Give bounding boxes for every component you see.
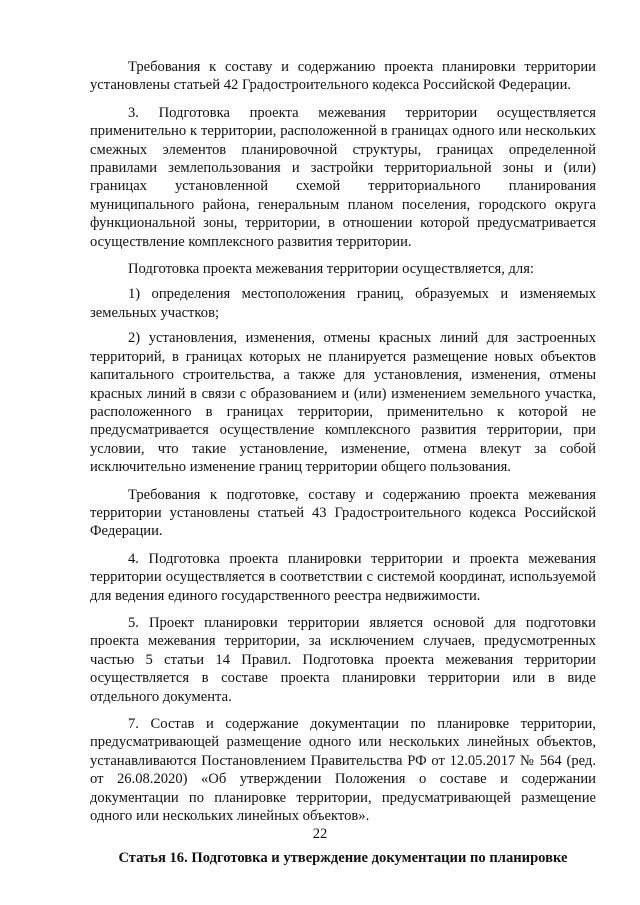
paragraph-item-7: 7. Состав и содержание документации по планировке территории, предусматривающей размещение одного или нескольких линейных объектов, устанавливаются Постановлением Правительства РФ от 12.05.2017 № 564 (ред. от 26.08.2020) «Об утверждении Положения о составе и содержании документации по планировке территории, предусматривающей размещение одного или нескольких линейных объектов». [90,716,596,825]
paragraph-purposes-intro: Подготовка проекта межевания территории осуществляется, для: [128,261,534,278]
paragraph-purpose-2: 2) установления, изменения, отмены красных линий для застроенных территорий, в границах которых не планируется размещение новых объектов капитального строительства, а также для установления, изменения, отмены красных линий в связи с образованием и (или) изменением земельного участка, расположенного в границах территории, применительно к которой не предусматривается осуществление комплексного развития территории, при условии, что такие установление, изменение, отмена влекут за собой исключительно изменение границ территории общего пользования. [90,330,596,476]
paragraph-item-3: 3. Подготовка проекта межевания территории осуществляется применительно к территории, расположенной в границах одного или нескольких смежных элементов планировочной структуры, границах определенной правилами землепользования и застройки территориальной зоны и (или) границах установленной схемой территориального планирования муниципального района, генеральным планом поселения, городского округа функциональной зоны, территории, в отношении которой предусматривается осуществление комплексного развития территории. [90,104,596,250]
paragraph-purpose-1: 1) определения местоположения границ, образуемых и изменяемых земельных участков; [90,286,596,321]
paragraph-requirements-42: Требования к составу и содержанию проекта планировки территории установлены статьей 42 Градостроительного кодекса Российской Федерации. [90,59,596,94]
paragraph-item-4: 4. Подготовка проекта планировки территории и проекта межевания территории осуществляется в соответствии с системой координат, используемой для ведения единого государственного реестра недвижимости. [90,550,596,604]
article-heading: Статья 16. Подготовка и утверждение документации по планировке [118,850,568,867]
paragraph-item-5: 5. Проект планировки территории является основой для подготовки проекта межевания территории, за исключением случаев, предусмотренных частью 5 статьи 14 Правил. Подготовка проекта межевания территории осуществляется в составе проекта планировки территории или в виде отдельного документа. [90,614,596,705]
paragraph-requirements-43: Требования к подготовке, составу и содержанию проекта межевания территории установлены статьей 43 Градостроительного кодекса Российской Федерации. [90,486,596,540]
page-number: 22 [312,826,328,842]
document-page [90,58,596,877]
